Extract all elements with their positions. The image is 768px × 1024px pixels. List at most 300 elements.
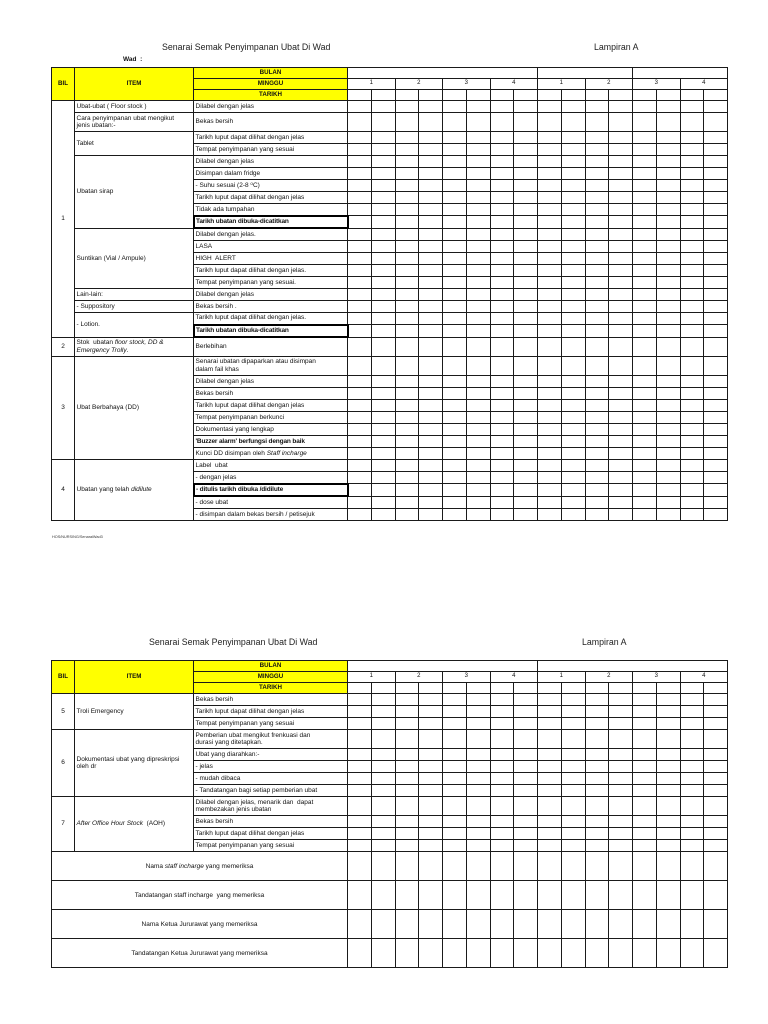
check-cell — [633, 773, 657, 785]
check-cell — [704, 448, 728, 460]
check-cell — [609, 840, 633, 852]
item-name-text — [77, 820, 166, 827]
check-cell — [585, 785, 609, 797]
check-cell — [538, 156, 562, 168]
check-cell — [466, 216, 490, 229]
check-cell — [609, 337, 633, 356]
criterion-text: - ditulis tarikh dibuka /didilute — [196, 486, 284, 494]
check-cell — [561, 412, 585, 424]
criterion — [194, 356, 348, 375]
italic-text: floor stock, DD & Emergency Trolly — [76, 339, 164, 354]
check-cell — [704, 180, 728, 192]
check-cell — [538, 132, 562, 144]
check-cell — [348, 797, 372, 816]
check-cell — [371, 694, 395, 706]
check-cell — [585, 240, 609, 252]
check-cell — [419, 761, 443, 773]
check-cell — [466, 785, 490, 797]
item-name-text: Suntikan (Vial / Ampule) — [76, 254, 146, 262]
check-cell — [585, 192, 609, 204]
check-cell — [680, 192, 704, 204]
item-name-text: Troli Emergency — [76, 707, 124, 715]
check-cell — [371, 113, 395, 132]
check-cell — [704, 797, 728, 816]
check-cell — [561, 773, 585, 785]
check-cell — [490, 749, 514, 761]
check-cell — [514, 400, 538, 412]
check-cell — [419, 749, 443, 761]
check-cell — [609, 816, 633, 828]
check-cell — [633, 424, 657, 436]
check-cell — [538, 216, 562, 229]
check-cell — [656, 204, 680, 216]
check-cell — [538, 300, 562, 312]
check-cell — [371, 785, 395, 797]
check-cell — [466, 180, 490, 192]
item-name — [75, 337, 194, 356]
check-cell — [514, 300, 538, 312]
check-cell — [538, 828, 562, 840]
week-number: 4 — [490, 79, 538, 90]
check-cell — [395, 168, 419, 180]
check-cell — [371, 436, 395, 448]
check-cell — [490, 376, 514, 388]
criterion-text: Tarikh luput dapat dilihat dengan jelas. — [195, 314, 307, 322]
check-cell — [348, 276, 372, 288]
check-cell — [514, 508, 538, 520]
check-cell — [538, 168, 562, 180]
check-cell — [538, 204, 562, 216]
check-cell — [704, 706, 728, 718]
criterion — [194, 252, 348, 264]
check-cell — [585, 773, 609, 785]
week-number: 1 — [348, 79, 396, 90]
check-cell — [419, 113, 443, 132]
check-cell — [704, 132, 728, 144]
check-cell — [704, 192, 728, 204]
signature-cell — [348, 939, 372, 968]
checklist-row — [52, 312, 728, 324]
check-cell — [538, 472, 562, 484]
check-cell — [348, 264, 372, 276]
item-number — [52, 730, 75, 797]
check-cell — [466, 228, 490, 240]
check-cell — [609, 484, 633, 497]
check-cell — [395, 156, 419, 168]
signature-cell — [419, 881, 443, 910]
check-cell — [585, 101, 609, 113]
check-cell — [609, 761, 633, 773]
date-cell — [561, 90, 585, 101]
check-cell — [395, 436, 419, 448]
signature-cell — [633, 939, 657, 968]
check-cell — [419, 460, 443, 472]
check-cell — [633, 180, 657, 192]
check-cell — [633, 376, 657, 388]
week-number: 3 — [633, 672, 681, 683]
check-cell — [443, 828, 467, 840]
check-cell — [561, 228, 585, 240]
check-cell — [561, 472, 585, 484]
check-cell — [490, 706, 514, 718]
criterion — [194, 337, 348, 356]
date-cell — [490, 683, 514, 694]
check-cell — [443, 785, 467, 797]
check-cell — [443, 337, 467, 356]
signature-cell — [704, 910, 728, 939]
signature-cell — [633, 910, 657, 939]
criterion-text: Tarikh luput dapat dilihat dengan jelas — [195, 193, 305, 201]
signature-cell — [419, 910, 443, 939]
check-cell — [371, 192, 395, 204]
criterion-text: Berlebihan — [195, 343, 227, 351]
check-cell — [656, 228, 680, 240]
check-cell — [656, 496, 680, 508]
check-cell — [538, 400, 562, 412]
check-cell — [466, 168, 490, 180]
check-cell — [633, 761, 657, 773]
check-cell — [371, 252, 395, 264]
check-cell — [680, 240, 704, 252]
check-cell — [538, 718, 562, 730]
check-cell — [348, 228, 372, 240]
check-cell — [680, 749, 704, 761]
check-cell — [443, 376, 467, 388]
criterion-text: Dilabel dengan jelas — [195, 157, 255, 165]
checklist-row — [52, 132, 728, 144]
check-cell — [656, 749, 680, 761]
check-cell — [395, 113, 419, 132]
check-cell — [561, 168, 585, 180]
check-cell — [561, 252, 585, 264]
check-cell — [514, 436, 538, 448]
check-cell — [490, 156, 514, 168]
check-cell — [348, 749, 372, 761]
check-cell — [656, 376, 680, 388]
check-cell — [395, 424, 419, 436]
check-cell — [395, 472, 419, 484]
check-cell — [395, 749, 419, 761]
check-cell — [490, 168, 514, 180]
signature-cell — [395, 939, 419, 968]
signature-cell — [443, 910, 467, 939]
check-cell — [395, 694, 419, 706]
check-cell — [538, 797, 562, 816]
date-cell — [490, 90, 514, 101]
check-cell — [538, 460, 562, 472]
criterion-text: LASA — [195, 242, 213, 250]
check-cell — [538, 436, 562, 448]
check-cell — [656, 192, 680, 204]
signoff-text: Tandatangan Ketua Jururawat yang memeriksa — [131, 949, 268, 957]
check-cell — [395, 816, 419, 828]
check-cell — [514, 412, 538, 424]
check-cell — [609, 312, 633, 324]
criterion — [194, 276, 348, 288]
signature-cell — [395, 881, 419, 910]
check-cell — [443, 132, 467, 144]
check-cell — [656, 288, 680, 300]
check-cell — [585, 376, 609, 388]
criterion — [194, 730, 348, 749]
check-cell — [466, 400, 490, 412]
signature-cell — [514, 939, 538, 968]
check-cell — [419, 252, 443, 264]
check-cell — [514, 749, 538, 761]
check-cell — [348, 400, 372, 412]
signature-cell — [538, 881, 562, 910]
check-cell — [680, 337, 704, 356]
check-cell — [538, 240, 562, 252]
signature-cell — [633, 881, 657, 910]
check-cell — [443, 496, 467, 508]
criterion — [194, 484, 348, 497]
check-cell — [704, 376, 728, 388]
check-cell — [561, 761, 585, 773]
check-cell — [443, 694, 467, 706]
check-cell — [609, 192, 633, 204]
check-cell — [561, 730, 585, 749]
criterion — [194, 312, 348, 324]
check-cell — [514, 785, 538, 797]
week-number: 2 — [585, 79, 633, 90]
signoff-row — [52, 939, 728, 968]
check-cell — [443, 216, 467, 229]
item-name-text: Ubat Berbahaya (DD) — [76, 404, 139, 412]
check-cell — [633, 288, 657, 300]
check-cell — [609, 424, 633, 436]
check-cell — [348, 718, 372, 730]
signature-cell — [656, 881, 680, 910]
check-cell — [395, 496, 419, 508]
date-cell — [443, 90, 467, 101]
check-cell — [585, 264, 609, 276]
item-number-text: 4 — [61, 486, 65, 494]
check-cell — [419, 216, 443, 229]
date-cell — [704, 683, 728, 694]
check-cell — [348, 816, 372, 828]
check-cell — [371, 168, 395, 180]
signature-cell — [371, 881, 395, 910]
signoff-label — [52, 881, 348, 910]
criterion — [194, 718, 348, 730]
check-cell — [633, 694, 657, 706]
check-cell — [609, 797, 633, 816]
check-cell — [490, 797, 514, 816]
check-cell — [704, 216, 728, 229]
signature-cell — [466, 881, 490, 910]
text-run: C) — [252, 181, 260, 189]
date-cell — [609, 683, 633, 694]
signature-cell — [656, 852, 680, 881]
item-name — [75, 460, 194, 521]
check-cell — [704, 816, 728, 828]
check-cell — [585, 436, 609, 448]
check-cell — [538, 264, 562, 276]
check-cell — [395, 132, 419, 144]
check-cell — [656, 785, 680, 797]
check-cell — [514, 240, 538, 252]
check-cell — [514, 797, 538, 816]
signature-cell — [538, 852, 562, 881]
check-cell — [656, 240, 680, 252]
italic-text: Staff incharge — [266, 449, 307, 457]
date-cell — [443, 683, 467, 694]
check-cell — [371, 312, 395, 324]
criterion-text: Bekas bersih . — [195, 302, 237, 310]
check-cell — [419, 816, 443, 828]
check-cell — [704, 228, 728, 240]
checklist-row — [52, 694, 728, 706]
check-cell — [490, 192, 514, 204]
check-cell — [561, 264, 585, 276]
check-cell — [633, 156, 657, 168]
check-cell — [514, 496, 538, 508]
check-cell — [514, 828, 538, 840]
check-cell — [538, 144, 562, 156]
check-cell — [633, 472, 657, 484]
date-cell — [538, 683, 562, 694]
check-cell — [561, 508, 585, 520]
signature-cell — [680, 939, 704, 968]
check-cell — [585, 216, 609, 229]
check-cell — [514, 694, 538, 706]
check-cell — [419, 276, 443, 288]
check-cell — [514, 264, 538, 276]
check-cell — [633, 508, 657, 520]
criterion — [194, 773, 348, 785]
item-name — [75, 694, 194, 730]
item-name-text: - Lotion. — [76, 321, 100, 329]
check-cell — [561, 749, 585, 761]
criterion-text: Dilabel dengan jelas, menarik dan dapat membezakan jenis ubatan — [195, 798, 314, 814]
check-cell — [514, 424, 538, 436]
check-cell — [348, 412, 372, 424]
check-cell — [656, 356, 680, 375]
check-cell — [490, 816, 514, 828]
check-cell — [395, 412, 419, 424]
check-cell — [395, 484, 419, 497]
date-cell — [633, 683, 657, 694]
check-cell — [419, 101, 443, 113]
item-number-text: 6 — [61, 759, 65, 767]
criterion-text: - dengan jelas — [195, 473, 237, 481]
check-cell — [395, 276, 419, 288]
check-cell — [656, 460, 680, 472]
criterion — [194, 460, 348, 472]
check-cell — [514, 730, 538, 749]
check-cell — [443, 156, 467, 168]
check-cell — [419, 168, 443, 180]
check-cell — [680, 276, 704, 288]
check-cell — [371, 216, 395, 229]
item-number — [52, 797, 75, 852]
check-cell — [704, 761, 728, 773]
item-number — [52, 101, 75, 338]
item-number-text: 7 — [61, 820, 65, 828]
check-cell — [466, 325, 490, 338]
check-cell — [395, 388, 419, 400]
check-cell — [680, 816, 704, 828]
check-cell — [704, 312, 728, 324]
check-cell — [633, 276, 657, 288]
criterion — [194, 840, 348, 852]
criterion-text: Tarikh luput dapat dilihat dengan jelas — [195, 401, 305, 409]
check-cell — [538, 337, 562, 356]
check-cell — [466, 460, 490, 472]
check-cell — [490, 761, 514, 773]
criterion-text: Pemberian ubat mengikut frenkuasi dan durasi yang ditetapkan. — [195, 731, 311, 747]
check-cell — [585, 168, 609, 180]
check-cell — [466, 761, 490, 773]
check-cell — [704, 694, 728, 706]
check-cell — [585, 144, 609, 156]
item-name — [75, 156, 194, 229]
check-cell — [395, 252, 419, 264]
check-cell — [490, 730, 514, 749]
check-cell — [395, 240, 419, 252]
criterion-text: Dilabel dengan jelas — [195, 290, 255, 298]
check-cell — [466, 694, 490, 706]
check-cell — [348, 706, 372, 718]
signoff-label — [52, 910, 348, 939]
check-cell — [704, 325, 728, 338]
criterion-text: - mudah dibaca — [195, 774, 241, 782]
signature-cell — [490, 881, 514, 910]
check-cell — [371, 264, 395, 276]
checklist-row — [52, 288, 728, 300]
check-cell — [609, 436, 633, 448]
checklist-row — [52, 337, 728, 356]
check-cell — [443, 460, 467, 472]
check-cell — [443, 180, 467, 192]
check-cell — [443, 300, 467, 312]
criterion — [194, 472, 348, 484]
check-cell — [419, 828, 443, 840]
signoff-row — [52, 910, 728, 939]
check-cell — [466, 156, 490, 168]
check-cell — [466, 356, 490, 375]
check-cell — [395, 101, 419, 113]
check-cell — [704, 356, 728, 375]
checklist-row — [52, 300, 728, 312]
check-cell — [633, 216, 657, 229]
check-cell — [538, 730, 562, 749]
signature-cell — [371, 852, 395, 881]
check-cell — [371, 496, 395, 508]
check-cell — [585, 508, 609, 520]
check-cell — [656, 156, 680, 168]
check-cell — [538, 412, 562, 424]
criterion-text — [196, 182, 260, 189]
check-cell — [609, 773, 633, 785]
signature-cell — [680, 852, 704, 881]
check-cell — [395, 356, 419, 375]
check-cell — [371, 718, 395, 730]
check-cell — [633, 496, 657, 508]
check-cell — [656, 144, 680, 156]
item-name — [75, 228, 194, 288]
check-cell — [704, 113, 728, 132]
check-cell — [609, 288, 633, 300]
week-number: 2 — [395, 672, 443, 683]
check-cell — [419, 192, 443, 204]
check-cell — [395, 761, 419, 773]
check-cell — [704, 276, 728, 288]
check-cell — [704, 508, 728, 520]
criterion — [194, 204, 348, 216]
check-cell — [466, 797, 490, 816]
